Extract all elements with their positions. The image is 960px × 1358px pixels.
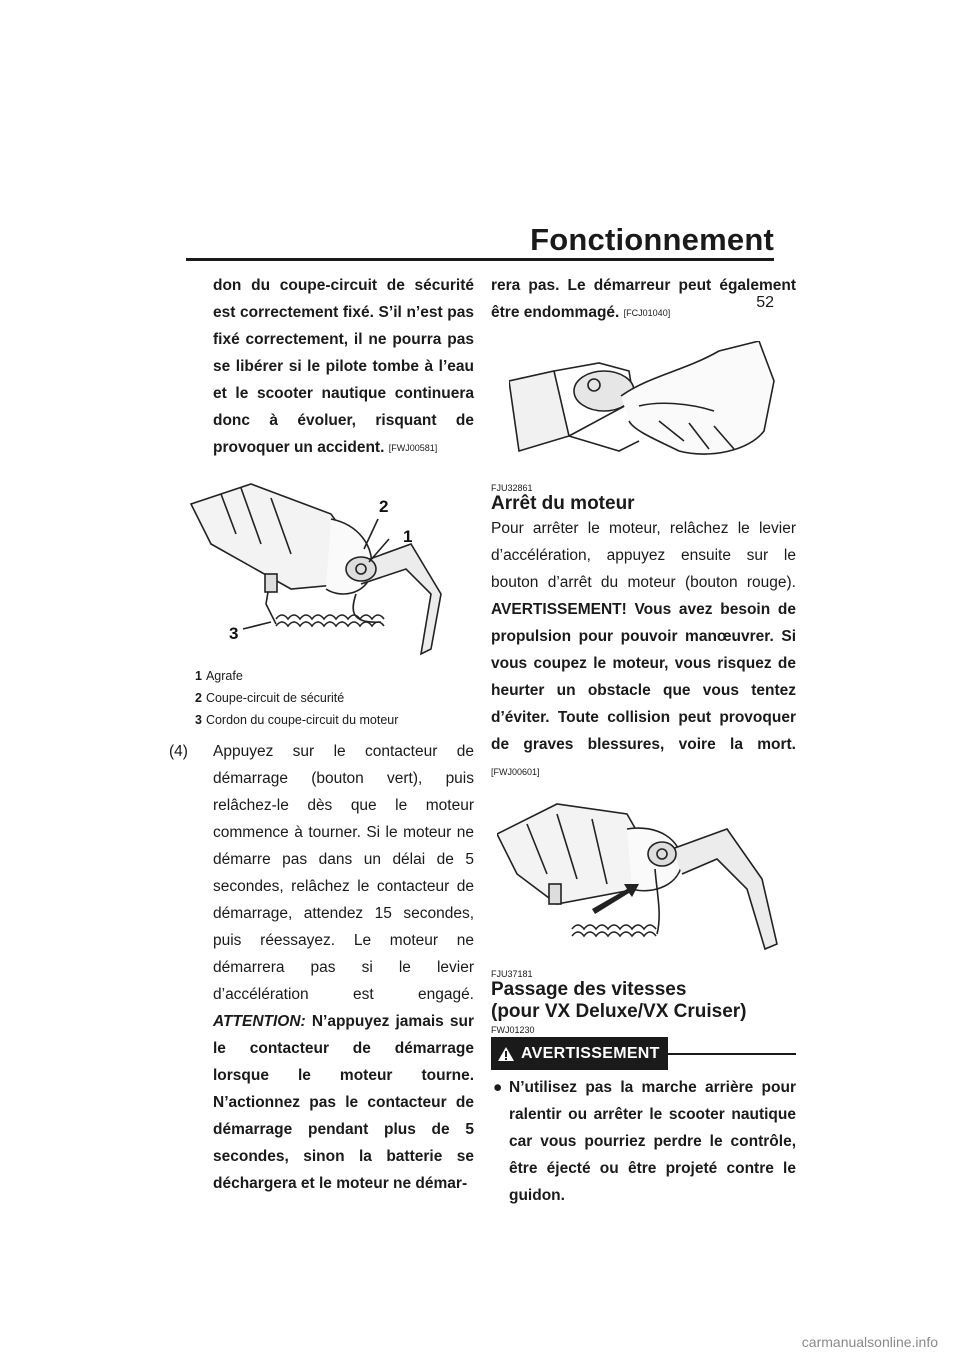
warning-bullet: [491, 1074, 796, 1209]
stop-engine-text: Pour arrêter le moteur, relâchez le levier d’accélération, appuyez ensuite sur le bouton d’arrêt du moteur (bouton rouge).: [491, 520, 796, 591]
step-body: [213, 738, 474, 1197]
section-code: FJU37181: [491, 969, 533, 979]
caption-text: Cordon du coupe-circuit du moteur: [205, 713, 399, 727]
ref-code: [FWJ00581]: [388, 443, 438, 453]
warning-badge-label: AVERTISSEMENT: [521, 1045, 660, 1062]
stop-engine-paragraph: [491, 515, 796, 786]
caption-num: 2: [195, 691, 202, 705]
ref-code: [FWJ00601]: [491, 767, 540, 777]
step-label: (4): [169, 743, 188, 760]
warning-header: [491, 1037, 796, 1070]
caption-item: [169, 710, 474, 730]
stop-button-illustration: [497, 794, 782, 959]
section-title-stop-engine: Arrêt du moteur: [491, 493, 635, 514]
left-continuation: [169, 272, 474, 462]
figure-captions: [169, 666, 474, 730]
right-continuation: [491, 272, 796, 327]
section-title-line2: (pour VX Deluxe/VX Cruiser): [491, 1001, 747, 1022]
bullet-dot-icon: ●: [493, 1079, 503, 1096]
section-code: FJU32861: [491, 483, 533, 493]
caption-text: Agrafe: [205, 669, 243, 683]
warning-code: FWJ01230: [491, 1025, 535, 1035]
lanyard-clip-illustration: [181, 474, 471, 664]
figure-start-button: [509, 341, 796, 471]
figure-stop-button: [497, 794, 796, 959]
watermark: carmanualsonline.info: [801, 1334, 938, 1350]
page-title: Fonctionnement: [530, 222, 774, 257]
caption-item: [169, 666, 474, 686]
start-button-illustration: [509, 341, 779, 471]
caution-label: ATTENTION:: [213, 1013, 306, 1030]
callout-3: 3: [229, 624, 239, 643]
right-column: [491, 272, 796, 1209]
step-text: Appuyez sur le contacteur de démarrage (bouton vert), puis relâchez-le dès que le moteur commence à tourner. Si le moteur ne démarre pas dans un délai de 5 secondes, relâchez le contacteur de démarrage, attendez 15 secondes, puis réessayez. Le moteur ne démarrera pas si le levier d’accélération est engagé.: [213, 743, 474, 1003]
callout-1: 1: [403, 527, 413, 546]
callout-2: 2: [379, 497, 389, 516]
caption-num: 3: [195, 713, 202, 727]
caution-text: N’appuyez jamais sur le contacteur de démarrage lorsque le moteur tourne. N’actionnez pas le contacteur de démarrage pendant plus de 5 secondes, sinon la batterie se déchargera et le moteur ne démar-: [213, 1013, 474, 1192]
header-rule: [186, 258, 774, 261]
left-column: [169, 272, 474, 1197]
stop-engine-warning: AVERTISSEMENT! Vous avez besoin de propulsion pour pouvoir manœuvrer. Si vous coupez le moteur, vous risquez de heurter un obstacle que vous tentez d’éviter. Toute collision peut provoquer de graves blessures, voire la mort.: [491, 601, 796, 753]
left-continuation-text: don du coupe-circuit de sécurité est correctement fixé. S’il n’est pas fixé correctement, il ne pourra pas se libérer si le pilote tombe à l’eau et le scooter nautique continuera donc à évoluer, risquant de provoquer un accident.: [213, 277, 474, 456]
page-number: 52: [756, 294, 774, 311]
section-title-shifting: [491, 979, 796, 1023]
warning-triangle-icon: [497, 1046, 515, 1062]
caption-item: [169, 688, 474, 708]
step-4: [169, 738, 474, 1197]
caption-text: Coupe-circuit de sécurité: [205, 691, 345, 705]
figure-lanyard-clip: [181, 474, 474, 664]
caption-num: 1: [195, 669, 202, 683]
ref-code: [FCJ01040]: [623, 308, 671, 318]
bullet-text: N’utilisez pas la marche arrière pour ralentir ou arrêter le scooter nautique car vous pourriez perdre le contrôle, être éjecté ou être projeté contre le guidon.: [509, 1079, 796, 1204]
section-title-line1: Passage des vitesses: [491, 979, 687, 1000]
right-continuation-text: rera pas. Le démarreur peut également être endommagé.: [491, 277, 796, 321]
warning-badge: [491, 1037, 668, 1070]
warning-rule: [668, 1053, 796, 1055]
